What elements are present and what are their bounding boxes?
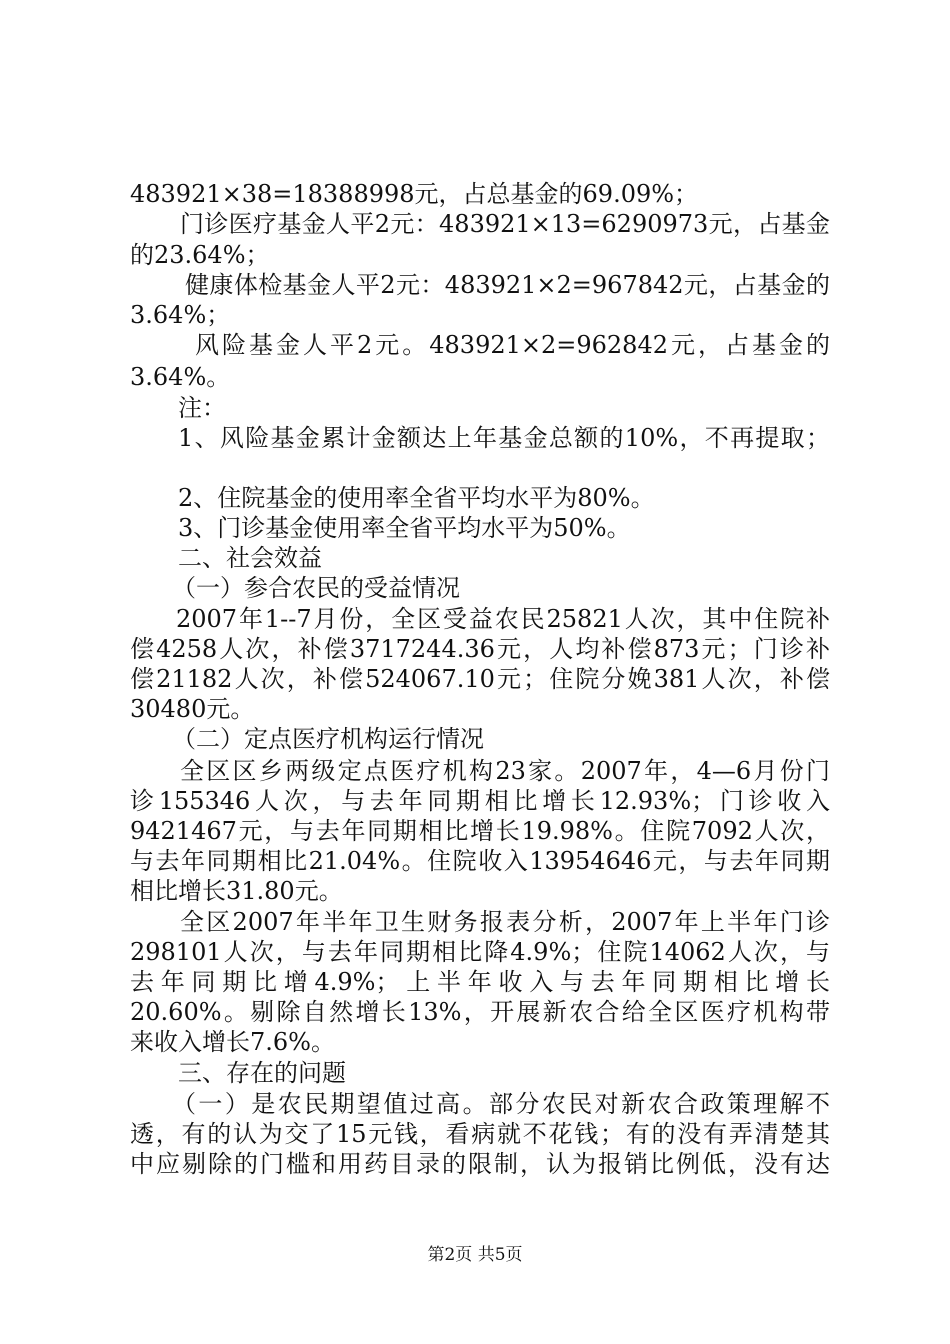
text-line: 风险基金人平2元。483921×2=962842元，占基金的 (195, 331, 830, 359)
text-line: 的23.64%； (130, 241, 270, 269)
text-line: 相比增长31.80元。 (130, 877, 343, 905)
text-line: 与去年同期相比21.04%。住院收入13954646元，与去年同期 (130, 847, 830, 875)
text-line: 中应剔除的门槛和用药目录的限制，认为报销比例低，没有达 (130, 1150, 830, 1178)
text-line: 注： (178, 394, 226, 422)
text-line: 全区2007年半年卫生财务报表分析，2007年上半年门诊 (180, 908, 830, 936)
text-line: 2、住院基金的使用率全省平均水平为80%。 (178, 484, 655, 512)
text-line: 偿4258人次，补偿3717244.36元，人均补偿873元；门诊补 (130, 635, 830, 663)
subsection-heading: （二）定点医疗机构运行情况 (172, 725, 484, 753)
text-line: 透，有的认为交了15元钱，看病就不花钱；有的没有弄清楚其 (130, 1120, 830, 1148)
text-line: 30480元。 (130, 695, 255, 723)
page-number-footer: 第2页 共5页 (427, 1245, 523, 1265)
text-line: 来收入增长7.6%。 (130, 1028, 335, 1056)
text-line: 298101人次，与去年同期相比降4.9%；住院14062人次，与 (130, 938, 830, 966)
text-line: 20.60%。剔除自然增长13%，开展新农合给全区医疗机构带 (130, 998, 830, 1026)
text-line: 9421467元，与去年同期相比增长19.98%。住院7092人次， (130, 817, 830, 845)
text-line: 2007年1--7月份，全区受益农民25821人次，其中住院补 (176, 605, 830, 633)
text-line: 门诊医疗基金人平2元：483921×13=6290973元，占基金 (180, 210, 830, 238)
text-line: 去年同期比增4.9%；上半年收入与去年同期相比增长 (130, 968, 830, 996)
text-line: 诊155346人次，与去年同期相比增长12.93%；门诊收入 (130, 787, 830, 815)
text-line: 偿21182人次，补偿524067.10元；住院分娩381人次，补偿 (130, 665, 830, 693)
subsection-heading: （一）参合农民的受益情况 (172, 574, 460, 602)
text-line: （一）是农民期望值过高。部分农民对新农合政策理解不 (172, 1090, 830, 1118)
text-line: 健康体检基金人平2元：483921×2=967842元，占基金的 (185, 271, 830, 299)
section-heading: 二、社会效益 (178, 544, 322, 572)
text-line: 全区区乡两级定点医疗机构23家。2007年，4—6月份门 (180, 757, 830, 785)
text-line: 483921×38=18388998元，占总基金的69.09%； (130, 180, 699, 208)
text-line: 1、风险基金累计金额达上年基金总额的10%，不再提取； (178, 424, 830, 452)
text-line: 3.64%； (130, 301, 231, 329)
text-line: 3.64%。 (130, 363, 231, 391)
section-heading: 三、存在的问题 (178, 1059, 346, 1087)
text-line: 3、门诊基金使用率全省平均水平为50%。 (178, 514, 631, 542)
